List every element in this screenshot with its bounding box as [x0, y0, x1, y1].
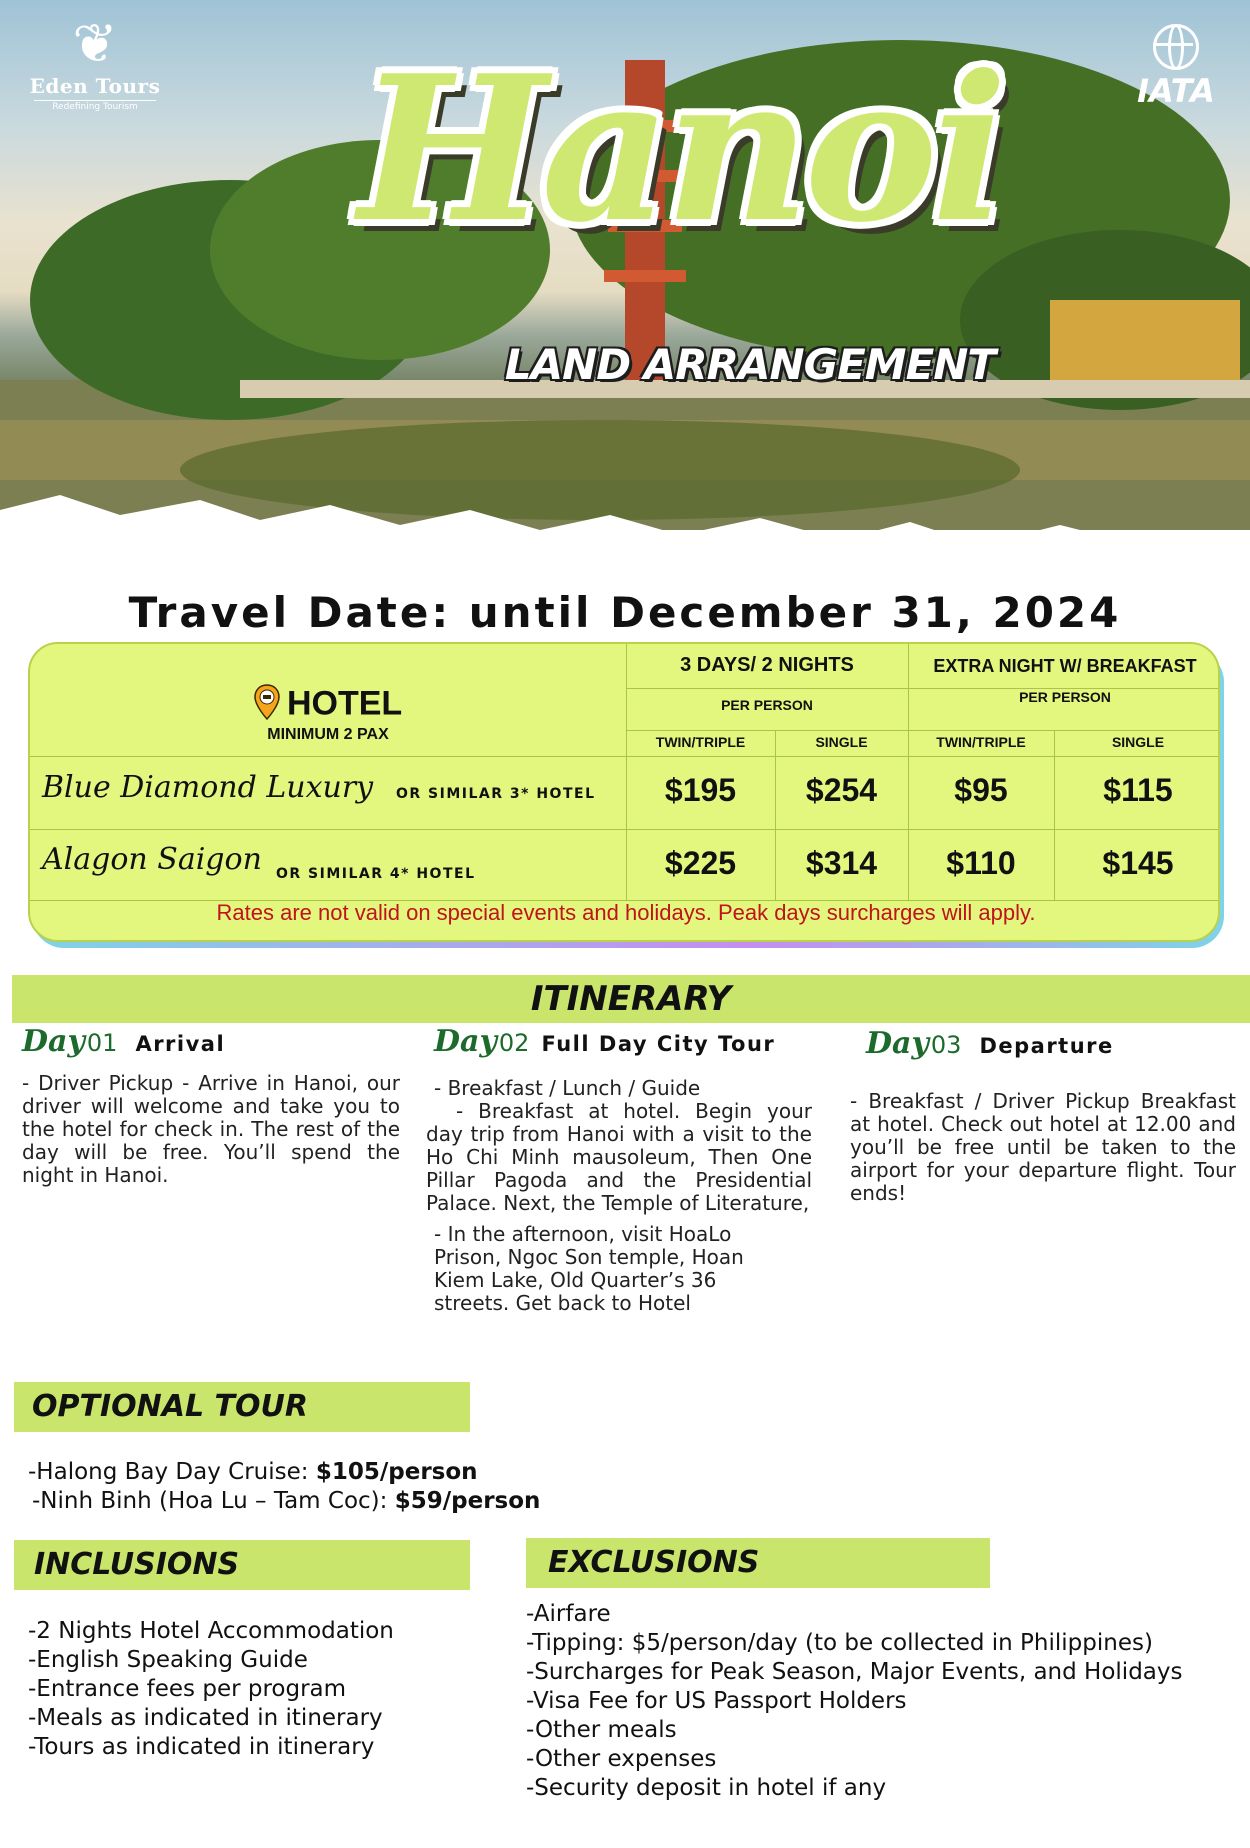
day-description: [22, 1072, 400, 1187]
col-twin-triple: TWIN/TRIPLE: [655, 734, 746, 750]
col-single: SINGLE: [815, 734, 868, 750]
hotel-header-label: HOTEL: [286, 684, 403, 723]
price-single: $254: [805, 772, 878, 808]
list-item: [28, 1458, 540, 1487]
day-title: Arrival: [135, 1032, 226, 1056]
col-extra-single: SINGLE: [1111, 734, 1165, 750]
eden-tours-logo: [20, 14, 170, 112]
travel-date: Travel Date: until December 31, 2024: [128, 588, 1122, 637]
rate-table: [28, 642, 1220, 942]
price-extra-single: $145: [1102, 845, 1174, 881]
price-extra-single: $115: [1103, 772, 1173, 808]
logo-tagline: Redefining Tourism: [34, 100, 156, 112]
day-description: [426, 1077, 812, 1315]
tour-price: $59/person: [394, 1488, 541, 1514]
day-label: Day: [866, 1026, 929, 1061]
list-item: -Visa Fee for US Passport Holders: [526, 1688, 907, 1714]
extra-per-person: PER PERSON: [1019, 689, 1111, 705]
inclusions-banner: [14, 1540, 470, 1590]
list-item: -Other expenses: [526, 1746, 717, 1772]
day-header: [434, 1024, 775, 1059]
price-extra-twin: $95: [954, 772, 1008, 808]
price-extra-twin: $110: [946, 845, 1016, 881]
globe-icon: [1153, 24, 1199, 70]
list-item: -Tipping: $5/person/day (to be collected in Philippines): [526, 1630, 1153, 1656]
day-number: 03: [930, 1031, 962, 1059]
day-paragraph: - Breakfast / Driver Pickup Breakfast at hotel. Check out hotel at 12.00 and you’ll be free until be taken to the airport for your departure flight. Tour ends!: [850, 1089, 1236, 1205]
day-paragraph: - Breakfast at hotel. Begin your day trip from Hanoi with a visit to the Ho Chi Minh mausoleum, Then One Pillar Pagoda and the Presidential Palace. Next, the Temple of Literature,: [426, 1099, 812, 1215]
inclusions-title: INCLUSIONS: [34, 1547, 240, 1582]
price-single: $314: [805, 845, 878, 881]
day-paragraph: - Driver Pickup - Arrive in Hanoi, our driver will welcome and take you to the hotel for check in. The rest of the day will be free. You’ll spend the night in Hanoi.: [22, 1071, 400, 1187]
package-per-person: PER PERSON: [721, 697, 813, 713]
page-subtitle: LAND ARRANGEMENT: [504, 340, 996, 389]
day-title: Departure: [979, 1034, 1114, 1058]
day-label: Day: [434, 1024, 497, 1059]
list-item: -Meals as indicated in itinerary: [28, 1705, 383, 1731]
extra-night-header: EXTRA NIGHT W/ BREAKFAST: [933, 656, 1197, 676]
col-extra-twin-triple: TWIN/TRIPLE: [936, 734, 1026, 750]
day-number: 01: [86, 1029, 118, 1057]
tour-name: -Halong Bay Day Cruise:: [28, 1459, 316, 1485]
price-twin: $225: [664, 845, 737, 881]
list-item: -English Speaking Guide: [28, 1647, 308, 1673]
iata-logo: [1120, 24, 1232, 110]
list-item: -Tours as indicated in itinerary: [28, 1734, 375, 1760]
day-title: Full Day City Tour: [541, 1032, 776, 1056]
wings-icon: ❦: [72, 12, 118, 75]
day-paragraph: - Breakfast / Lunch / Guide: [434, 1076, 701, 1100]
rates-disclaimer: Rates are not valid on special events and holidays. Peak days surcharges will apply.: [216, 900, 1036, 925]
tour-name: -Ninh Binh (Hoa Lu – Tam Coc):: [32, 1488, 395, 1514]
day-description: [850, 1090, 1236, 1205]
list-item: -Other meals: [526, 1717, 677, 1743]
optional-tour-banner: [14, 1382, 470, 1432]
list-item: -Entrance fees per program: [28, 1676, 347, 1702]
hotel-similar-note: OR SIMILAR 4* HOTEL: [276, 866, 476, 882]
day-header: [866, 1026, 1114, 1061]
itinerary-title: ITINERARY: [530, 979, 732, 1019]
list-item: -2 Nights Hotel Accommodation: [28, 1618, 394, 1644]
day-label: Day: [22, 1024, 85, 1059]
minimum-pax: MINIMUM 2 PAX: [267, 726, 389, 743]
list-item: [28, 1487, 540, 1516]
optional-tour-title: OPTIONAL TOUR: [32, 1389, 308, 1424]
list-item: -Surcharges for Peak Season, Major Events, and Holidays: [526, 1659, 1183, 1685]
location-pin-icon: [254, 684, 280, 724]
list-item: -Security deposit in hotel if any: [526, 1775, 887, 1801]
package-header: 3 DAYS/ 2 NIGHTS: [680, 654, 854, 676]
price-twin: $195: [664, 772, 737, 808]
exclusions-title: EXCLUSIONS: [548, 1545, 760, 1580]
exclusions-banner: [526, 1538, 990, 1588]
day-header: [22, 1024, 225, 1059]
inclusions-list: [28, 1617, 394, 1762]
hotel-column-header: [30, 684, 626, 744]
tour-price: $105/person: [315, 1459, 478, 1485]
day-number: 02: [498, 1029, 530, 1057]
iata-text: IATA: [1137, 72, 1215, 110]
day-paragraph: - In the afternoon, visit HoaLo Prison, Ngoc Son temple, Hoan Kiem Lake, Old Quarter’s 36 streets. Get back to Hotel: [434, 1222, 744, 1315]
logo-name: Eden Tours: [29, 74, 161, 98]
hotel-name: Blue Diamond Luxury: [42, 770, 374, 805]
hotel-name: Alagon Saigon: [42, 842, 262, 877]
optional-tour-list: [28, 1458, 540, 1516]
hero-banner: [0, 0, 1250, 560]
list-item: -Airfare: [526, 1601, 611, 1627]
hotel-similar-note: OR SIMILAR 3* HOTEL: [396, 786, 596, 802]
exclusions-list: [526, 1600, 1182, 1803]
itinerary-banner: [12, 975, 1250, 1023]
page-title: Hanoi: [358, 32, 1002, 267]
